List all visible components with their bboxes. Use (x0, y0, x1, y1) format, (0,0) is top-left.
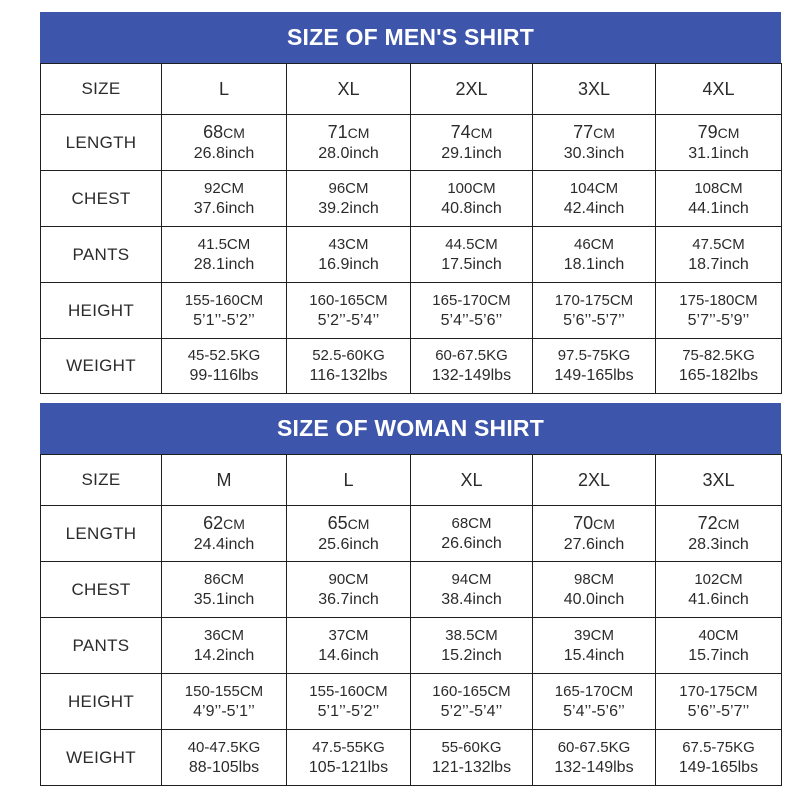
cell-unit: CM (223, 515, 245, 532)
measurement-cell (411, 283, 533, 339)
measurement-cell (656, 674, 782, 730)
cell-metric-value: 96CM (328, 179, 369, 197)
women-size-table (40, 454, 782, 786)
cell-imperial-value: 31.1inch (688, 144, 749, 162)
measurement-cell (533, 339, 656, 394)
cell-imperial-value: 37.6inch (193, 199, 255, 217)
cell-metric-value: 60-67.5KG (435, 347, 508, 364)
cell-imperial-value: 5’4’’-5’6’’ (563, 702, 625, 720)
measurement-cell (656, 618, 782, 674)
cell-imperial-value: 14.2inch (193, 646, 255, 664)
cell-unit: CM (470, 124, 493, 141)
men-size-section (40, 12, 781, 394)
cell-metric-value: 40-47.5KG (187, 738, 261, 756)
cell-imperial-value: 42.4inch (563, 199, 625, 217)
cell-metric-value: 90CM (328, 570, 369, 588)
cell-imperial-value: 30.3inch (563, 144, 625, 162)
measurement-row-pants (41, 618, 782, 674)
measurement-label: HEIGHT (41, 283, 162, 339)
cell-imperial-value: 5’6’’-5’7’’ (687, 702, 750, 720)
cell-imperial-value: 27.6inch (563, 535, 625, 553)
cell-unit: CM (593, 124, 615, 141)
size-column-header: 3XL (533, 64, 656, 115)
cell-number: 72 (697, 512, 718, 533)
cell-metric-value (162, 122, 286, 144)
cell-imperial-value: 165-182lbs (678, 367, 759, 384)
cell-metric-value: 155-160CM (309, 682, 388, 700)
cell-metric-value (656, 513, 781, 535)
cell-number: 62 (203, 512, 224, 533)
cell-imperial-value: 17.5inch (441, 255, 502, 273)
measurement-label: PANTS (41, 618, 162, 674)
cell-imperial-value: 14.6inch (318, 646, 379, 664)
cell-imperial-value: 39.2inch (318, 199, 379, 217)
size-column-header: 2XL (411, 64, 533, 115)
cell-metric-value: 60-67.5KG (557, 738, 631, 756)
cell-metric-value: 108CM (694, 179, 743, 197)
cell-unit: CM (347, 515, 370, 532)
men-size-table (40, 63, 782, 394)
measurement-cell (411, 171, 533, 227)
size-column-header: XL (287, 64, 411, 115)
measurement-label: PANTS (41, 227, 162, 283)
measurement-cell (162, 674, 287, 730)
measurement-cell (287, 339, 411, 394)
cell-metric-value: 38.5CM (445, 626, 498, 644)
measurement-cell (287, 730, 411, 786)
cell-unit: CM (593, 515, 615, 532)
cell-imperial-value: 40.0inch (563, 590, 625, 608)
cell-metric-value: 160-165CM (309, 291, 388, 309)
cell-metric-value: 41.5CM (197, 235, 251, 253)
cell-metric-value: 36CM (203, 626, 244, 644)
measurement-row-weight (41, 339, 782, 394)
measurement-cell (533, 562, 656, 618)
measurement-cell (656, 506, 782, 562)
cell-metric-value: 102CM (694, 570, 743, 588)
measurement-cell (411, 227, 533, 283)
cell-imperial-value: 40.8inch (441, 199, 502, 217)
measurement-cell (533, 618, 656, 674)
measurement-cell (287, 562, 411, 618)
cell-number: 79 (697, 121, 718, 142)
cell-imperial-value: 16.9inch (318, 255, 379, 273)
women-section-title: SIZE OF WOMAN SHIRT (40, 403, 781, 454)
cell-number: 77 (573, 121, 594, 142)
cell-metric-value (411, 122, 532, 144)
cell-metric-value: 155-160CM (184, 291, 264, 309)
cell-metric-value: 170-175CM (679, 682, 758, 700)
measurement-cell (411, 339, 533, 394)
cell-metric-value: 175-180CM (679, 291, 758, 309)
measurement-cell (656, 562, 782, 618)
cell-metric-value: 165-170CM (432, 291, 511, 309)
measurement-row-chest (41, 562, 782, 618)
cell-metric-value: 92CM (203, 179, 244, 197)
cell-number: 65 (327, 512, 348, 533)
cell-imperial-value: 44.1inch (688, 199, 749, 217)
cell-metric-value: 100CM (447, 179, 496, 197)
cell-imperial-value: 35.1inch (193, 590, 255, 608)
measurement-label: CHEST (41, 171, 162, 227)
cell-imperial-value: 116-132lbs (309, 367, 388, 384)
measurement-cell (411, 115, 533, 171)
measurement-cell (411, 618, 533, 674)
cell-metric-value (533, 513, 655, 535)
cell-imperial-value: 132-149lbs (554, 758, 634, 776)
men-section-title: SIZE OF MEN'S SHIRT (40, 12, 781, 63)
cell-imperial-value: 18.7inch (688, 255, 749, 273)
cell-metric-value: 67.5-75KG (682, 738, 755, 756)
size-column-header: 4XL (656, 64, 782, 115)
measurement-cell (411, 674, 533, 730)
cell-metric-value: 55-60KG (441, 738, 502, 756)
cell-metric-value: 104CM (569, 179, 619, 197)
cell-imperial-value: 149-165lbs (554, 367, 634, 384)
measurement-label: HEIGHT (41, 674, 162, 730)
cell-imperial-value: 99-116lbs (189, 367, 259, 384)
cell-number: 74 (450, 121, 471, 142)
measurement-label: WEIGHT (41, 339, 162, 394)
cell-metric-value (162, 513, 286, 535)
measurement-cell (411, 730, 533, 786)
measurement-label: CHEST (41, 562, 162, 618)
cell-metric-value: 47.5CM (692, 235, 745, 253)
cell-metric-value: 45-52.5KG (187, 347, 261, 364)
measurement-cell (287, 618, 411, 674)
cell-metric-value: 160-165CM (432, 682, 511, 700)
cell-imperial-value: 88-105lbs (188, 758, 260, 776)
measurement-label: LENGTH (41, 506, 162, 562)
cell-metric-value (656, 122, 781, 144)
measurement-cell (533, 115, 656, 171)
cell-imperial-value: 149-165lbs (678, 758, 759, 776)
size-column-header: XL (411, 455, 533, 506)
cell-metric-value: 39CM (573, 626, 614, 644)
measurement-cell (162, 562, 287, 618)
measurement-cell (162, 506, 287, 562)
cell-imperial-value: 26.8inch (193, 144, 255, 162)
size-header-label: SIZE (41, 455, 162, 506)
cell-metric-value (287, 513, 410, 535)
measurement-row-height (41, 283, 782, 339)
measurement-cell (162, 283, 287, 339)
measurement-label: LENGTH (41, 115, 162, 171)
cell-metric-value: 98CM (573, 570, 614, 588)
cell-unit: CM (717, 515, 740, 532)
measurement-cell (656, 283, 782, 339)
cell-metric-value: 44.5CM (445, 235, 498, 253)
cell-imperial-value: 15.2inch (441, 646, 502, 664)
women-size-section (40, 403, 781, 786)
cell-imperial-value: 28.3inch (688, 535, 749, 553)
measurement-cell (162, 171, 287, 227)
cell-imperial-value: 41.6inch (688, 590, 749, 608)
size-header-row (41, 455, 782, 506)
measurement-cell (287, 283, 411, 339)
cell-imperial-value: 18.1inch (563, 255, 625, 273)
measurement-cell (656, 171, 782, 227)
measurement-cell (533, 283, 656, 339)
cell-imperial-value: 5’2’’-5’4’’ (317, 311, 380, 329)
measurement-cell (656, 730, 782, 786)
cell-unit: CM (347, 124, 370, 141)
cell-imperial-value: 132-149lbs (431, 367, 512, 384)
measurement-cell (533, 171, 656, 227)
measurement-cell (287, 674, 411, 730)
cell-imperial-value: 5’1’’-5’2’’ (317, 702, 380, 720)
cell-imperial-value: 5’6’’-5’7’’ (563, 311, 625, 329)
measurement-cell (162, 618, 287, 674)
cell-imperial-value: 5’4’’-5’6’’ (440, 311, 503, 329)
cell-imperial-value: 36.7inch (318, 590, 379, 608)
measurement-cell (533, 730, 656, 786)
cell-metric-value: 94CM (451, 570, 492, 588)
cell-imperial-value: 25.6inch (318, 535, 379, 553)
cell-metric-value: 86CM (203, 570, 244, 588)
measurement-cell (533, 506, 656, 562)
measurement-row-height (41, 674, 782, 730)
cell-metric-value: 150-155CM (184, 682, 264, 700)
cell-imperial-value: 15.4inch (563, 646, 625, 664)
measurement-cell (162, 227, 287, 283)
cell-metric-value (533, 122, 655, 144)
size-column-header: M (162, 455, 287, 506)
cell-imperial-value: 5’7’’-5’9’’ (687, 311, 750, 329)
measurement-row-length (41, 115, 782, 171)
cell-number: 71 (327, 121, 348, 142)
cell-metric-value: 68CM (451, 514, 492, 532)
size-column-header: 2XL (533, 455, 656, 506)
cell-imperial-value: 38.4inch (441, 590, 502, 608)
measurement-label: WEIGHT (41, 730, 162, 786)
size-header-row (41, 64, 782, 115)
measurement-cell (162, 730, 287, 786)
cell-metric-value: 46CM (573, 235, 614, 253)
cell-metric-value: 47.5-55KG (312, 738, 385, 756)
measurement-cell (533, 227, 656, 283)
measurement-cell (656, 115, 782, 171)
measurement-cell (656, 339, 782, 394)
measurement-cell (411, 506, 533, 562)
measurement-cell (287, 227, 411, 283)
cell-metric-value: 165-170CM (554, 682, 634, 700)
cell-unit: CM (717, 124, 740, 141)
cell-imperial-value: 29.1inch (441, 144, 502, 162)
measurement-row-length (41, 506, 782, 562)
cell-imperial-value: 5’2’’-5’4’’ (440, 702, 503, 720)
size-column-header: L (162, 64, 287, 115)
measurement-cell (656, 227, 782, 283)
cell-metric-value: 97.5-75KG (557, 347, 631, 364)
cell-metric-value: 75-82.5KG (682, 347, 755, 364)
cell-number: 70 (573, 512, 594, 533)
cell-metric-value: 52.5-60KG (312, 347, 385, 364)
cell-metric-value: 170-175CM (554, 291, 634, 309)
cell-imperial-value: 28.0inch (318, 144, 379, 162)
measurement-cell (162, 115, 287, 171)
measurement-cell (287, 506, 411, 562)
cell-metric-value: 40CM (698, 626, 739, 644)
size-column-header: 3XL (656, 455, 782, 506)
measurement-row-chest (41, 171, 782, 227)
size-header-label: SIZE (41, 64, 162, 115)
cell-imperial-value: 28.1inch (193, 255, 255, 273)
cell-imperial-value: 121-132lbs (431, 758, 512, 776)
cell-imperial-value: 24.4inch (193, 535, 255, 553)
cell-unit: CM (223, 124, 245, 141)
cell-metric-value: 37CM (328, 626, 369, 644)
cell-metric-value: 43CM (328, 235, 369, 253)
cell-imperial-value: 105-121lbs (308, 758, 389, 776)
measurement-row-pants (41, 227, 782, 283)
cell-number: 68 (203, 121, 224, 142)
cell-imperial-value: 4’9’’-5’1’’ (193, 702, 255, 720)
cell-metric-value (287, 122, 410, 144)
cell-imperial-value: 5’1’’-5’2’’ (193, 311, 255, 329)
cell-imperial-value: 15.7inch (688, 646, 749, 664)
measurement-cell (287, 115, 411, 171)
size-column-header: L (287, 455, 411, 506)
cell-imperial-value: 26.6inch (441, 534, 502, 552)
measurement-cell (287, 171, 411, 227)
measurement-cell (162, 339, 287, 394)
measurement-cell (533, 674, 656, 730)
measurement-cell (411, 562, 533, 618)
measurement-row-weight (41, 730, 782, 786)
